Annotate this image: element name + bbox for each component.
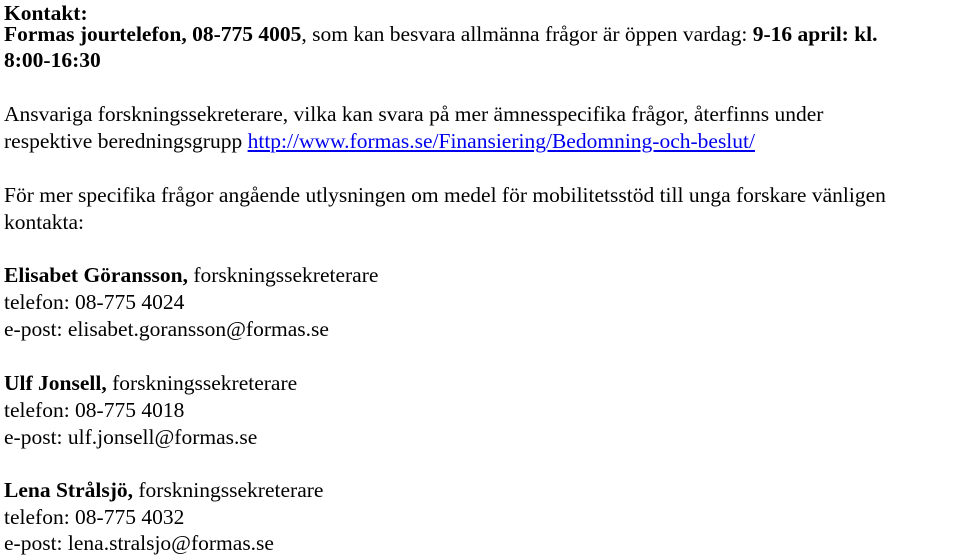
specific-contact-label: kontakta: <box>4 210 85 234</box>
responsible-line-2 <box>4 128 755 155</box>
person-phone <box>4 504 184 531</box>
specific-line-2 <box>4 209 84 236</box>
person-name: Lena Strålsjö, <box>4 478 133 502</box>
person-email <box>4 316 329 343</box>
person-phone-text: telefon: 08-775 4018 <box>4 398 185 422</box>
hotline-hours: 8:00-16:30 <box>4 48 101 72</box>
person-role: forskningssekreterare <box>133 478 324 502</box>
responsible-prefix: respektive beredningsgrupp <box>4 129 248 153</box>
responsible-line-1 <box>4 101 823 128</box>
person-name: Ulf Jonsell, <box>4 371 107 395</box>
person-email-text: e-post: elisabet.goransson@formas.se <box>4 317 329 341</box>
specific-text: För mer specifika frågor angående utlysningen om medel för mobilitetsstöd till unga forskare vänligen <box>4 183 886 207</box>
person-email-text: e-post: lena.stralsjo@formas.se <box>4 531 274 555</box>
person-phone <box>4 289 184 316</box>
person-phone-text: telefon: 08-775 4024 <box>4 290 185 314</box>
hotline-line <box>4 21 878 48</box>
person-role: forskningssekreterare <box>106 371 298 395</box>
person-email <box>4 530 274 557</box>
person-name-line <box>4 477 323 504</box>
person-phone <box>4 397 184 424</box>
person-role: forskningssekreterare <box>187 263 379 287</box>
person-name: Elisabet Göransson, <box>4 263 188 287</box>
assessment-link[interactable]: http://www.formas.se/Finansiering/Bedomning-och-beslut/ <box>247 129 755 153</box>
person-email-text: e-post: ulf.jonsell@formas.se <box>4 425 258 449</box>
person-name-line <box>4 370 297 397</box>
hotline-description: , som kan besvara allmänna frågor är öppen vardag: <box>301 22 753 46</box>
hotline-name-phone: Formas jourtelefon, 08-775 4005 <box>4 22 302 46</box>
person-name-line <box>4 262 378 289</box>
specific-line-1 <box>4 182 886 209</box>
hotline-hours-line <box>4 47 101 74</box>
person-email <box>4 424 257 451</box>
hotline-hours-prefix: 9-16 april: kl. <box>752 22 878 46</box>
contact-heading-text: Kontakt: <box>4 1 88 25</box>
person-phone-text: telefon: 08-775 4032 <box>4 505 185 529</box>
responsible-text: Ansvariga forskningssekreterare, vilka kan svara på mer ämnesspecifika frågor, återfinns under <box>4 102 824 126</box>
